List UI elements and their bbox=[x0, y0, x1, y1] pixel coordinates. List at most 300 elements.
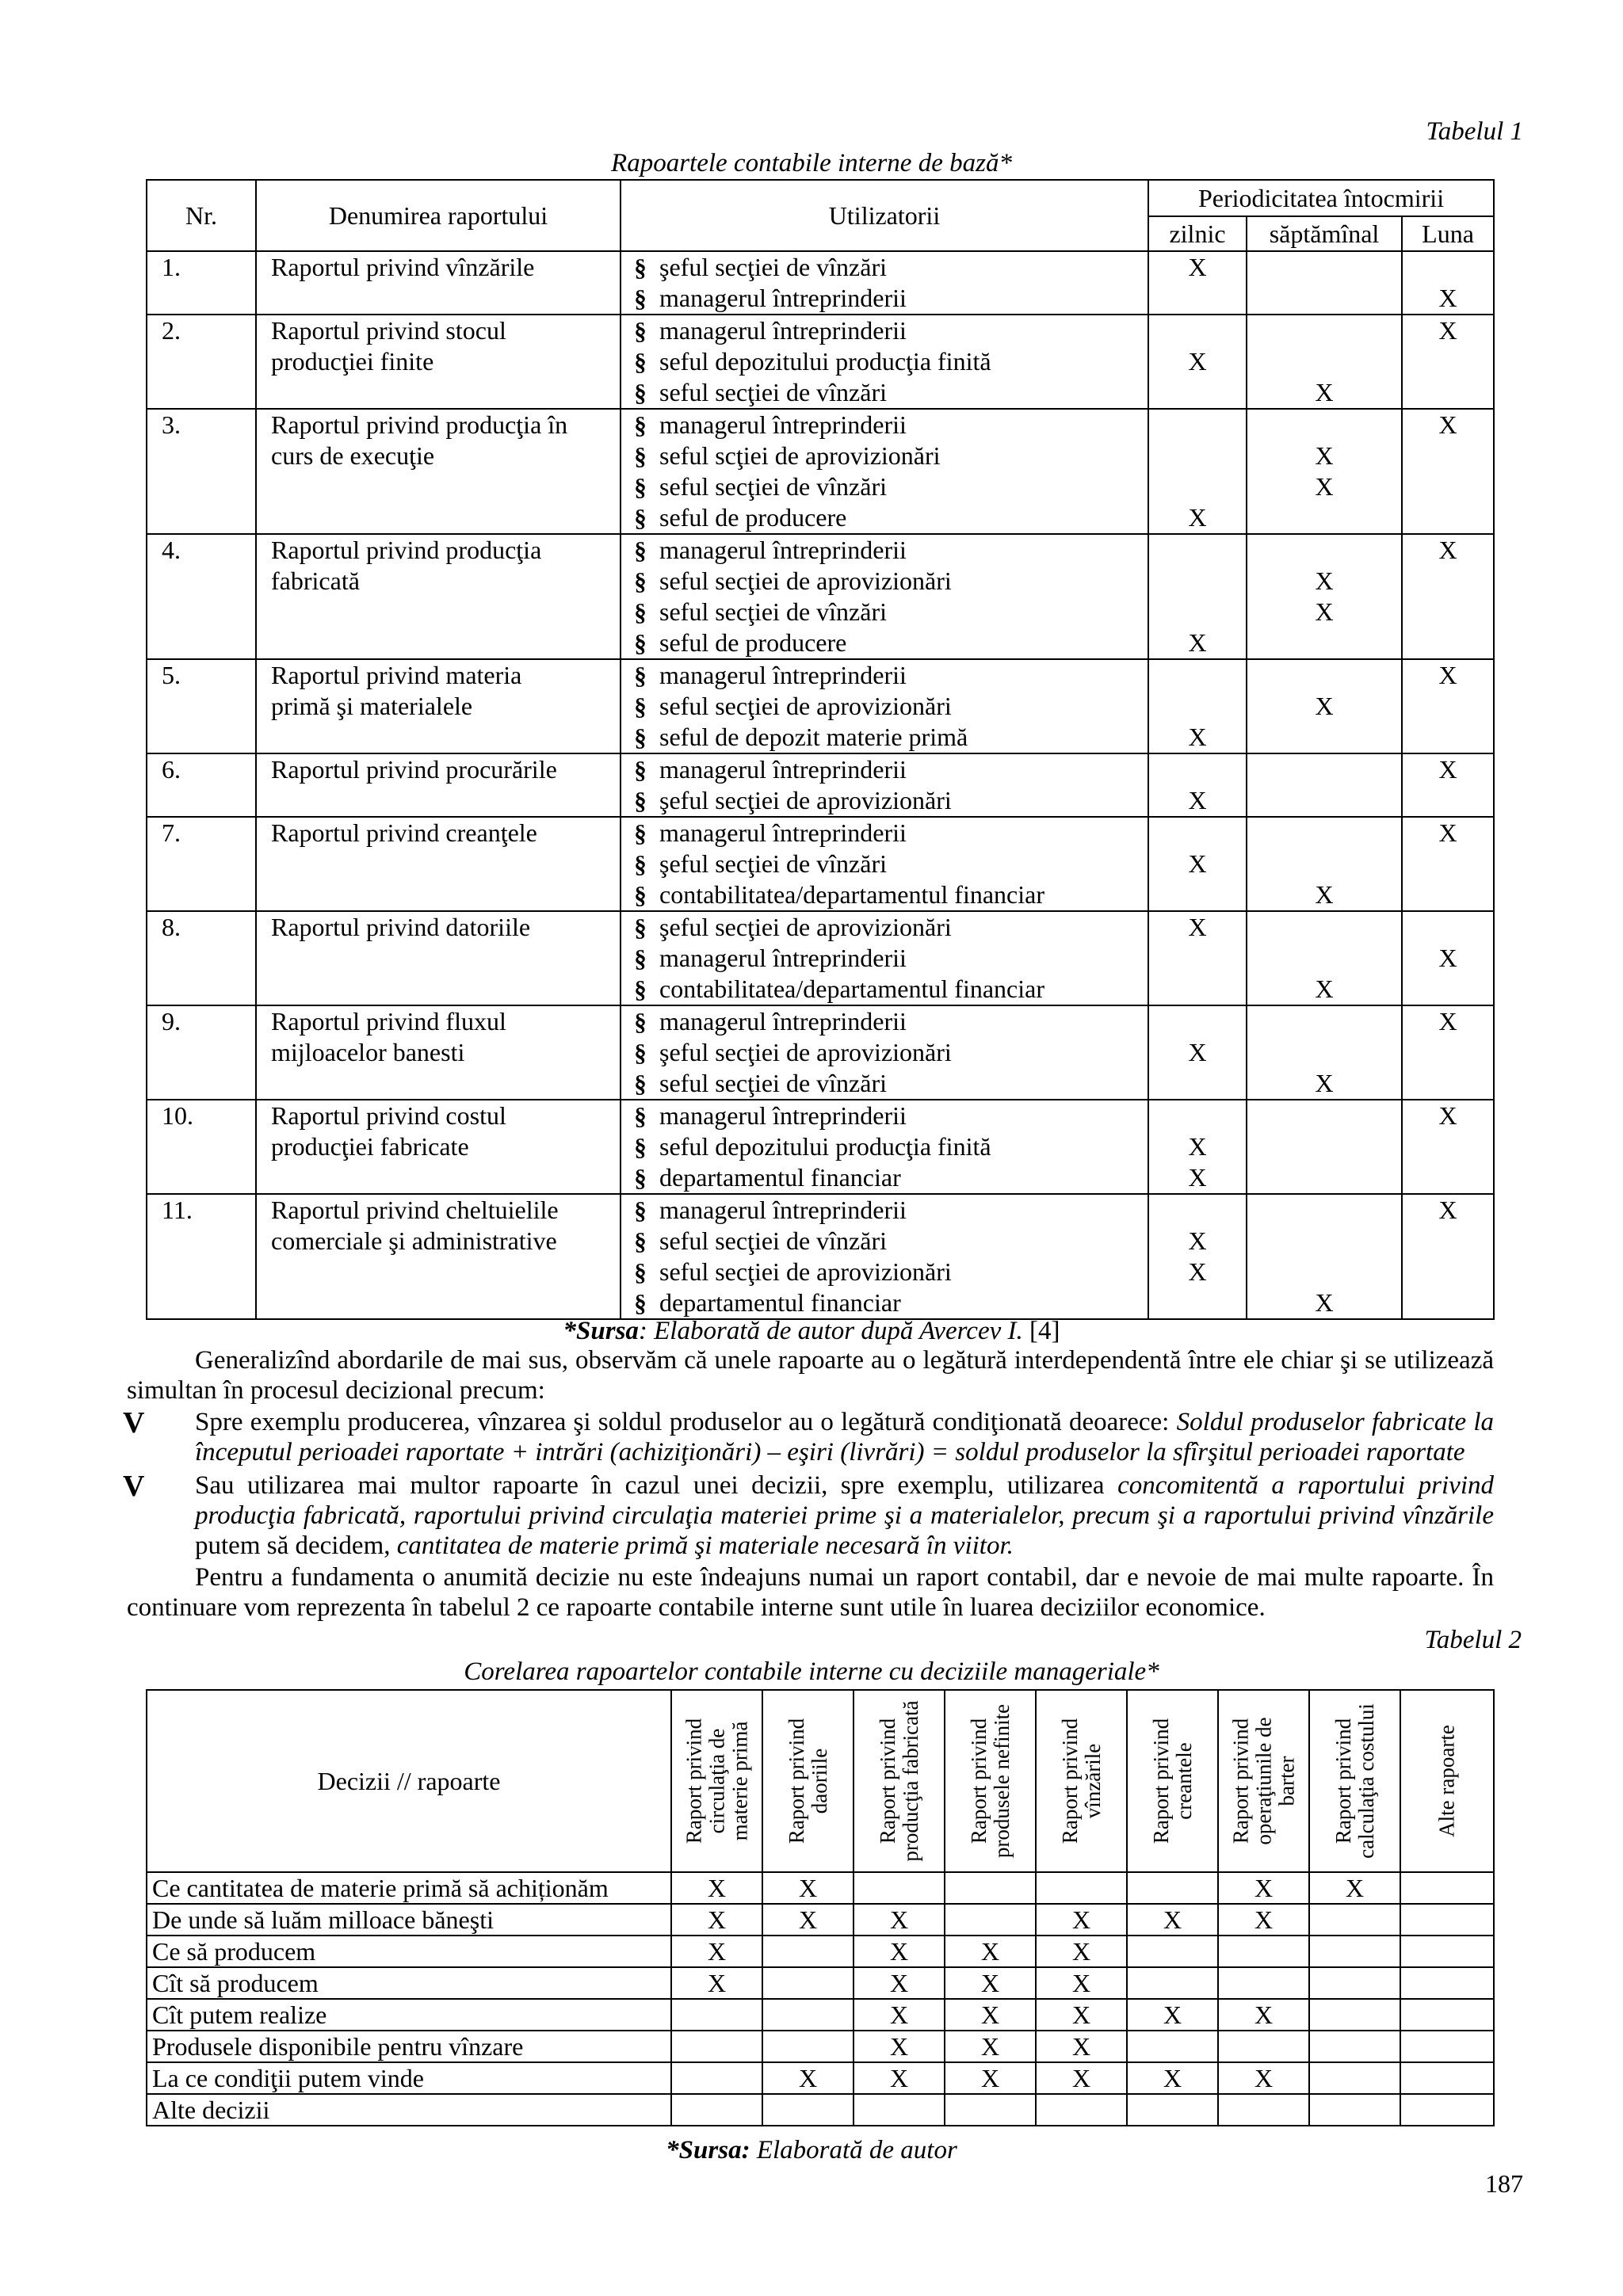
report-name-line: Raportul privind creanţele bbox=[271, 818, 537, 847]
decision-cell bbox=[1218, 1967, 1309, 1999]
decision-cell bbox=[671, 1999, 762, 2031]
report-number: 7. bbox=[147, 817, 256, 911]
user-line bbox=[621, 1162, 1148, 1193]
table-row bbox=[147, 1100, 1494, 1194]
check-mark: X bbox=[1438, 1196, 1457, 1224]
decision-label: La ce condiţii putem vinde bbox=[147, 2062, 671, 2094]
report-name bbox=[256, 911, 621, 1005]
section-bullet-icon: § bbox=[634, 379, 647, 406]
report-name-line: fabricată bbox=[271, 566, 360, 595]
decision-cell bbox=[1400, 1936, 1494, 1967]
report-name-line: curs de execuţie bbox=[271, 441, 435, 470]
table-row bbox=[147, 1936, 1494, 1967]
section-bullet-icon: § bbox=[634, 787, 647, 814]
report-name-line: Raportul privind producţia în bbox=[271, 410, 568, 439]
decision-cell bbox=[945, 2094, 1036, 2126]
user-line bbox=[621, 535, 1148, 566]
decision-cell bbox=[1036, 2094, 1127, 2126]
section-bullet-icon: § bbox=[634, 850, 647, 878]
table2-title: Corelarea rapoartelor contabile interne cu deciziile manageriale* bbox=[464, 1657, 1159, 1686]
user-line bbox=[621, 754, 1148, 785]
decision-cell bbox=[1309, 2094, 1400, 2126]
period-daily bbox=[1148, 753, 1247, 817]
user-name: seful secţiei de vînzări bbox=[659, 597, 887, 626]
decision-cell bbox=[1400, 1999, 1494, 2031]
table-row bbox=[147, 251, 1494, 315]
section-bullet-icon: § bbox=[634, 1008, 647, 1035]
period-weekly bbox=[1247, 1194, 1402, 1319]
user-line bbox=[621, 315, 1148, 346]
check-mark: X bbox=[1188, 1038, 1207, 1066]
report-name bbox=[256, 659, 621, 753]
decision-cell bbox=[1309, 1967, 1400, 1999]
period-daily bbox=[1148, 659, 1247, 753]
user-name: contabilitatea/departamentul financiar bbox=[659, 974, 1044, 1003]
period-monthly bbox=[1402, 753, 1494, 817]
report-column-header bbox=[1218, 1690, 1309, 1872]
bullet-check-icon: V bbox=[123, 1406, 145, 1440]
report-name-line: mijloacelor banesti bbox=[271, 1038, 465, 1066]
bullet-check-icon: V bbox=[123, 1470, 145, 1503]
user-line bbox=[621, 691, 1148, 722]
decision-cell: X bbox=[1036, 1999, 1127, 2031]
period-monthly bbox=[1402, 409, 1494, 534]
period-monthly bbox=[1402, 659, 1494, 753]
decision-cell: X bbox=[854, 1936, 945, 1967]
section-bullet-icon: § bbox=[634, 881, 647, 909]
user-line bbox=[621, 785, 1148, 816]
report-column-label: Raport privind operaţiunile de barter bbox=[1228, 1717, 1298, 1845]
user-line bbox=[621, 471, 1148, 502]
decision-cell: X bbox=[854, 1999, 945, 2031]
decision-cell: X bbox=[854, 1967, 945, 1999]
decision-cell: X bbox=[671, 1967, 762, 1999]
decision-cell bbox=[1218, 2094, 1309, 2126]
decision-cell bbox=[1309, 2062, 1400, 2094]
bullet-2-d: cantitatea de materie primă şi materiale necesară în viitor. bbox=[396, 1531, 1014, 1560]
decision-cell: X bbox=[1036, 2062, 1127, 2094]
check-mark: X bbox=[1188, 913, 1207, 941]
report-column-label: Raport privind circulaţia de materie primă bbox=[682, 1718, 751, 1844]
period-daily bbox=[1148, 817, 1247, 911]
user-name: şeful secţiei de aprovizionări bbox=[659, 1038, 952, 1066]
report-name-line: Raportul privind producţia bbox=[271, 536, 542, 564]
check-mark: X bbox=[1188, 786, 1207, 814]
table1-header-nr: Nr. bbox=[147, 180, 256, 251]
period-weekly bbox=[1247, 659, 1402, 753]
period-weekly bbox=[1247, 753, 1402, 817]
table2-corner-header: Decizii // rapoarte bbox=[147, 1690, 671, 1872]
period-weekly bbox=[1247, 911, 1402, 1005]
decision-cell: X bbox=[1036, 2031, 1127, 2062]
decision-label: Cît să producem bbox=[147, 1967, 671, 1999]
decision-cell: X bbox=[854, 2031, 945, 2062]
check-mark: X bbox=[1438, 284, 1457, 312]
decision-cell: X bbox=[854, 1904, 945, 1936]
check-mark: X bbox=[1438, 818, 1457, 847]
decision-cell bbox=[1309, 1936, 1400, 1967]
decision-cell: X bbox=[945, 2062, 1036, 2094]
report-users bbox=[621, 409, 1148, 534]
period-monthly bbox=[1402, 1100, 1494, 1194]
check-mark: X bbox=[1438, 661, 1457, 689]
report-users bbox=[621, 753, 1148, 817]
user-line bbox=[621, 849, 1148, 879]
bullet-1-formula: Soldul produselor fabricate la începutul perioadei raportate + intrări (achiziţionări) – eşiri (livrări) = soldul produselor la sfîrşitul perioadei raportate bbox=[195, 1408, 1495, 1466]
bullet-2-text bbox=[195, 1470, 1494, 1561]
period-weekly bbox=[1247, 1005, 1402, 1100]
user-name: managerul întreprinderii bbox=[659, 818, 907, 847]
period-monthly bbox=[1402, 534, 1494, 659]
check-mark: X bbox=[1188, 849, 1207, 878]
period-monthly bbox=[1402, 817, 1494, 911]
section-bullet-icon: § bbox=[634, 254, 647, 281]
user-line bbox=[621, 1226, 1148, 1257]
check-mark: X bbox=[1188, 1226, 1207, 1255]
user-name: şeful secţiei de aprovizionări bbox=[659, 913, 952, 941]
section-bullet-icon: § bbox=[634, 317, 647, 345]
table2-source-label: *Sursa: bbox=[666, 2136, 750, 2164]
decision-label: Alte decizii bbox=[147, 2094, 671, 2126]
user-line bbox=[621, 283, 1148, 314]
section-bullet-icon: § bbox=[634, 975, 647, 1003]
report-column-header bbox=[854, 1690, 945, 1872]
decision-cell: X bbox=[762, 2062, 854, 2094]
report-name bbox=[256, 753, 621, 817]
decision-cell: X bbox=[671, 1936, 762, 1967]
decision-cell: X bbox=[1036, 1936, 1127, 1967]
decision-cell: X bbox=[1218, 2062, 1309, 2094]
decision-cell bbox=[1309, 1904, 1400, 1936]
report-name bbox=[256, 409, 621, 534]
section-bullet-icon: § bbox=[634, 692, 647, 720]
decision-cell: X bbox=[1036, 1904, 1127, 1936]
section-bullet-icon: § bbox=[634, 284, 647, 312]
table-row bbox=[147, 659, 1494, 753]
period-daily bbox=[1148, 251, 1247, 315]
decision-cell: X bbox=[1036, 1967, 1127, 1999]
report-number: 2. bbox=[147, 315, 256, 409]
user-name: seful secţiei de vînzări bbox=[659, 472, 887, 501]
report-name-line: comerciale şi administrative bbox=[271, 1226, 557, 1255]
check-mark: X bbox=[1315, 597, 1334, 626]
section-bullet-icon: § bbox=[634, 1227, 647, 1255]
table1-source-text: : Elaborată de autor după Avercev I. bbox=[638, 1317, 1023, 1345]
report-column-header bbox=[1036, 1690, 1127, 1872]
table1-label: Tabelul 1 bbox=[1426, 117, 1523, 146]
user-name: seful de producere bbox=[659, 628, 847, 657]
table-row bbox=[147, 2062, 1494, 2094]
section-bullet-icon: § bbox=[634, 442, 647, 470]
check-mark: X bbox=[1315, 974, 1334, 1003]
report-name bbox=[256, 817, 621, 911]
user-line bbox=[621, 1257, 1148, 1287]
section-bullet-icon: § bbox=[634, 1133, 647, 1161]
decision-cell bbox=[671, 2062, 762, 2094]
report-name bbox=[256, 1005, 621, 1100]
user-line bbox=[621, 346, 1148, 377]
table-row bbox=[147, 1194, 1494, 1319]
user-name: seful secţiei de vînzări bbox=[659, 1226, 887, 1255]
report-number: 11. bbox=[147, 1194, 256, 1319]
report-name bbox=[256, 315, 621, 409]
decision-cell: X bbox=[1218, 1904, 1309, 1936]
report-column-label: Raport privind producţia fabricată bbox=[875, 1700, 922, 1862]
table2-correlation bbox=[146, 1689, 1495, 2126]
report-number: 9. bbox=[147, 1005, 256, 1100]
user-name: managerul întreprinderii bbox=[659, 1007, 907, 1035]
section-bullet-icon: § bbox=[634, 348, 647, 376]
table-row bbox=[147, 2094, 1494, 2126]
decision-cell bbox=[1127, 1967, 1218, 1999]
check-mark: X bbox=[1315, 472, 1334, 501]
decision-cell: X bbox=[1218, 1872, 1309, 1904]
period-daily bbox=[1148, 1005, 1247, 1100]
decision-cell: X bbox=[762, 1904, 854, 1936]
user-name: şeful secţiei de vînzări bbox=[659, 253, 887, 281]
check-mark: X bbox=[1315, 1288, 1334, 1317]
report-name-line: Raportul privind vînzările bbox=[271, 253, 535, 281]
decision-cell bbox=[945, 1904, 1036, 1936]
user-line bbox=[621, 879, 1148, 910]
user-line bbox=[621, 818, 1148, 849]
report-column-label: Raport privind vînzările bbox=[1057, 1718, 1105, 1844]
table1-header-users: Utilizatorii bbox=[621, 180, 1148, 251]
report-name-line: Raportul privind stocul bbox=[271, 316, 506, 345]
section-bullet-icon: § bbox=[634, 536, 647, 564]
decision-cell bbox=[1127, 2031, 1218, 2062]
user-line bbox=[621, 1006, 1148, 1037]
table-row bbox=[147, 911, 1494, 1005]
table1-source bbox=[0, 1315, 1623, 1347]
section-bullet-icon: § bbox=[634, 662, 647, 689]
user-line bbox=[621, 912, 1148, 943]
table-row bbox=[147, 534, 1494, 659]
user-name: seful scţiei de aprovizionări bbox=[659, 441, 941, 470]
check-mark: X bbox=[1438, 1101, 1457, 1130]
decision-cell bbox=[1036, 1872, 1127, 1904]
user-line bbox=[621, 1037, 1148, 1068]
period-weekly bbox=[1247, 534, 1402, 659]
decision-cell bbox=[1400, 2062, 1494, 2094]
check-mark: X bbox=[1188, 347, 1207, 376]
user-name: managerul întreprinderii bbox=[659, 944, 907, 972]
report-column-label: Raport privind produsele nefinite bbox=[966, 1703, 1014, 1859]
decision-cell: X bbox=[945, 1999, 1036, 2031]
table1-header-weekly: săptămînal bbox=[1247, 216, 1402, 251]
decision-cell: X bbox=[945, 1936, 1036, 1967]
section-bullet-icon: § bbox=[634, 1039, 647, 1066]
check-mark: X bbox=[1315, 692, 1334, 720]
user-name: managerul întreprinderii bbox=[659, 284, 907, 312]
period-daily bbox=[1148, 534, 1247, 659]
user-name: seful depozitului producţia finită bbox=[659, 1132, 991, 1161]
user-name: managerul întreprinderii bbox=[659, 536, 907, 564]
report-column-header bbox=[1309, 1690, 1400, 1872]
section-bullet-icon: § bbox=[634, 1102, 647, 1130]
paragraph-foundation: Pentru a fundamenta o anumită decizie nu este îndeajuns numai un raport contabil, dar e nevoie de mai multe rapoarte. În continuare vom reprezenta în tabelul 2 ce rapoarte contabile interne sunt utile în luarea deciziilor economice. bbox=[127, 1563, 1494, 1622]
decision-cell bbox=[1400, 2031, 1494, 2062]
bullet-1-text bbox=[195, 1407, 1494, 1467]
period-monthly bbox=[1402, 1194, 1494, 1319]
section-bullet-icon: § bbox=[634, 756, 647, 784]
table-row bbox=[147, 1005, 1494, 1100]
decision-cell bbox=[1127, 1872, 1218, 1904]
user-line bbox=[621, 441, 1148, 471]
user-name: departamentul financiar bbox=[659, 1163, 901, 1192]
report-column-label: Raport privind calculaţia costului bbox=[1331, 1703, 1378, 1859]
decision-cell bbox=[762, 2031, 854, 2062]
decision-cell bbox=[1309, 1999, 1400, 2031]
section-bullet-icon: § bbox=[634, 598, 647, 626]
table2-source bbox=[0, 2134, 1623, 2166]
decision-cell bbox=[1218, 1936, 1309, 1967]
decision-cell: X bbox=[762, 1872, 854, 1904]
decision-label: De unde să luăm milloace băneşti bbox=[147, 1904, 671, 1936]
check-mark: X bbox=[1315, 566, 1334, 595]
check-mark: X bbox=[1188, 253, 1207, 281]
report-name-line: Raportul privind cheltuielile bbox=[271, 1196, 559, 1224]
decision-cell bbox=[762, 1936, 854, 1967]
decision-cell: X bbox=[671, 1872, 762, 1904]
decision-cell bbox=[671, 2031, 762, 2062]
user-line bbox=[621, 1100, 1148, 1131]
check-mark: X bbox=[1438, 755, 1457, 784]
section-bullet-icon: § bbox=[634, 1164, 647, 1192]
section-bullet-icon: § bbox=[634, 944, 647, 972]
user-name: seful secţiei de aprovizionări bbox=[659, 566, 952, 595]
user-name: şeful secţiei de aprovizionări bbox=[659, 786, 952, 814]
page-number: 187 bbox=[1485, 2169, 1523, 2198]
section-bullet-icon: § bbox=[634, 913, 647, 941]
decision-cell bbox=[1400, 2094, 1494, 2126]
bullet-2-c: putem să decidem, bbox=[195, 1531, 397, 1560]
report-name-line: Raportul privind datoriile bbox=[271, 913, 531, 941]
period-monthly bbox=[1402, 911, 1494, 1005]
period-daily bbox=[1148, 1100, 1247, 1194]
section-bullet-icon: § bbox=[634, 629, 647, 657]
user-line bbox=[621, 252, 1148, 283]
bullet-1-plain: Spre exemplu producerea, vînzarea şi soldul produselor au o legătură condiţionată deoarece: bbox=[195, 1408, 1177, 1436]
report-name bbox=[256, 534, 621, 659]
section-bullet-icon: § bbox=[634, 819, 647, 847]
check-mark: X bbox=[1438, 316, 1457, 345]
user-name: seful secţiei de vînzări bbox=[659, 1069, 887, 1097]
user-line bbox=[621, 377, 1148, 408]
user-line bbox=[621, 1287, 1148, 1318]
check-mark: X bbox=[1188, 723, 1207, 751]
period-weekly bbox=[1247, 251, 1402, 315]
user-name: managerul întreprinderii bbox=[659, 316, 907, 345]
report-name-line: Raportul privind materia bbox=[271, 661, 522, 689]
report-name-line: Raportul privind costul bbox=[271, 1101, 506, 1130]
report-users bbox=[621, 817, 1148, 911]
table-row bbox=[147, 1872, 1494, 1904]
table2-source-text: Elaborată de autor bbox=[750, 2136, 957, 2164]
period-weekly bbox=[1247, 817, 1402, 911]
report-users bbox=[621, 1194, 1148, 1319]
decision-cell bbox=[1127, 2094, 1218, 2126]
decision-cell bbox=[1309, 2031, 1400, 2062]
report-users bbox=[621, 911, 1148, 1005]
decision-cell bbox=[1218, 2031, 1309, 2062]
period-daily bbox=[1148, 315, 1247, 409]
user-line bbox=[621, 974, 1148, 1005]
decision-cell: X bbox=[1127, 1904, 1218, 1936]
user-name: managerul întreprinderii bbox=[659, 410, 907, 439]
report-column-label: Alte rapoarte bbox=[1434, 1725, 1459, 1837]
period-weekly bbox=[1247, 1100, 1402, 1194]
table1-source-ref: [4] bbox=[1029, 1317, 1060, 1345]
decision-cell bbox=[671, 2094, 762, 2126]
user-line bbox=[621, 943, 1148, 974]
table2-body bbox=[147, 1872, 1494, 2126]
user-line bbox=[621, 597, 1148, 627]
report-column-header bbox=[671, 1690, 762, 1872]
decision-cell bbox=[854, 2094, 945, 2126]
table-row bbox=[147, 2031, 1494, 2062]
paragraph-generalization: Generalizînd abordarile de mai sus, observăm că unele rapoarte au o legătură interdependentă între ele chiar şi se utilizează simultan în procesul decizional precum: bbox=[127, 1346, 1494, 1405]
decision-cell bbox=[1400, 1872, 1494, 1904]
table-row bbox=[147, 1904, 1494, 1936]
table1-header-name: Denumirea raportului bbox=[256, 180, 621, 251]
decision-cell bbox=[1400, 1904, 1494, 1936]
decision-cell bbox=[762, 1967, 854, 1999]
user-name: managerul întreprinderii bbox=[659, 1101, 907, 1130]
user-name: departamentul financiar bbox=[659, 1288, 901, 1317]
decision-label: Produsele disponibile pentru vînzare bbox=[147, 2031, 671, 2062]
period-daily bbox=[1148, 1194, 1247, 1319]
decision-label: Ce să producem bbox=[147, 1936, 671, 1967]
table1-source-label: *Sursa bbox=[563, 1317, 639, 1345]
table2-label: Tabelul 2 bbox=[1424, 1626, 1522, 1654]
table1-reports bbox=[146, 179, 1495, 1320]
user-name: seful de depozit materie primă bbox=[659, 723, 968, 751]
report-name-line: primă şi materialele bbox=[271, 692, 473, 720]
user-line bbox=[621, 1131, 1148, 1162]
user-name: managerul întreprinderii bbox=[659, 661, 907, 689]
decision-cell: X bbox=[854, 2062, 945, 2094]
user-name: seful secţiei de aprovizionări bbox=[659, 692, 952, 720]
decision-cell: X bbox=[1127, 2062, 1218, 2094]
report-users bbox=[621, 315, 1148, 409]
user-line bbox=[621, 627, 1148, 658]
decision-cell: X bbox=[671, 1904, 762, 1936]
user-name: seful depozitului producţia finită bbox=[659, 347, 991, 376]
report-column-label: Raport privind creantele bbox=[1148, 1718, 1196, 1844]
check-mark: X bbox=[1188, 628, 1207, 657]
period-monthly bbox=[1402, 315, 1494, 409]
table-row bbox=[147, 409, 1494, 534]
section-bullet-icon: § bbox=[634, 723, 647, 751]
decision-cell: X bbox=[1127, 1999, 1218, 2031]
report-number: 1. bbox=[147, 251, 256, 315]
user-name: seful de producere bbox=[659, 503, 847, 532]
report-number: 3. bbox=[147, 409, 256, 534]
user-name: contabilitatea/departamentul financiar bbox=[659, 880, 1044, 909]
report-column-header bbox=[945, 1690, 1036, 1872]
bullet-2-a: Sau utilizarea mai multor rapoarte în cazul unei decizii, spre exemplu, utilizarea bbox=[195, 1471, 1118, 1500]
user-name: managerul întreprinderii bbox=[659, 755, 907, 784]
period-monthly bbox=[1402, 251, 1494, 315]
table1-header-daily: zilnic bbox=[1148, 216, 1247, 251]
section-bullet-icon: § bbox=[634, 1196, 647, 1224]
section-bullet-icon: § bbox=[634, 567, 647, 595]
report-name-line: Raportul privind fluxul bbox=[271, 1007, 506, 1035]
report-name bbox=[256, 1100, 621, 1194]
check-mark: X bbox=[1188, 1132, 1207, 1161]
table1-body bbox=[147, 251, 1494, 1319]
